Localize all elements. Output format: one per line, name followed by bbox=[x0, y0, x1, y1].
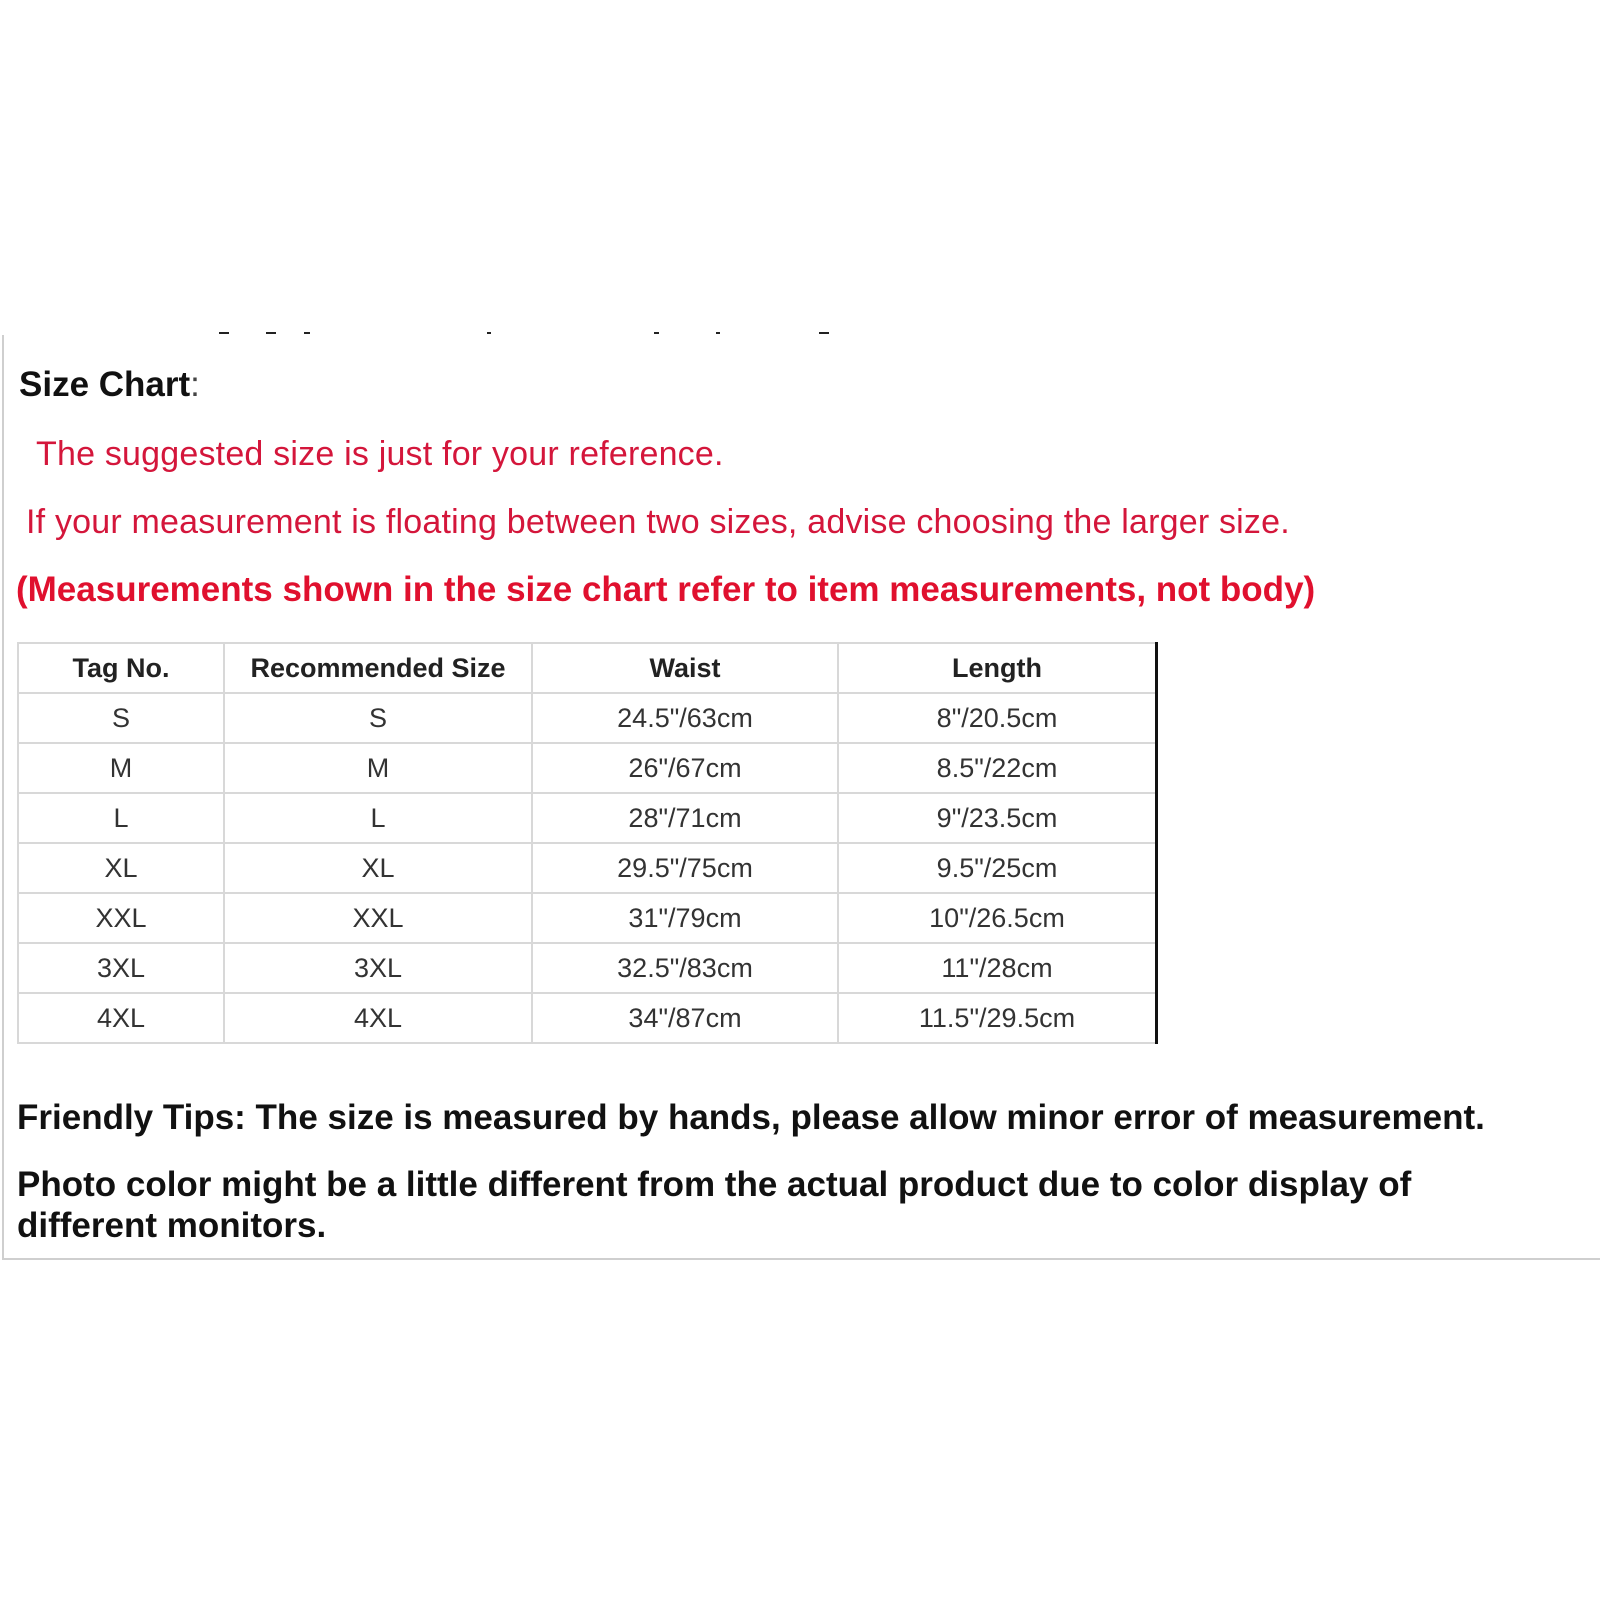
cell-length: 8"/20.5cm bbox=[838, 693, 1157, 743]
cell-waist: 24.5"/63cm bbox=[532, 693, 838, 743]
table-row bbox=[18, 893, 1157, 943]
cell-waist: 26"/67cm bbox=[532, 743, 838, 793]
size-table bbox=[17, 642, 1158, 1044]
larger-size-advice: If your measurement is floating between two sizes, advise choosing the larger size. bbox=[26, 503, 1290, 541]
cell-recommended-size: L bbox=[224, 793, 532, 843]
cell-tag-no: L bbox=[18, 793, 224, 843]
friendly-tips: Friendly Tips: The size is measured by hands, please allow minor error of measurement. bbox=[17, 1098, 1485, 1137]
cell-tag-no: 4XL bbox=[18, 993, 224, 1043]
cell-length: 8.5"/22cm bbox=[838, 743, 1157, 793]
cell-length: 11.5"/29.5cm bbox=[838, 993, 1157, 1043]
cell-tag-no: S bbox=[18, 693, 224, 743]
cell-recommended-size: M bbox=[224, 743, 532, 793]
header-waist: Waist bbox=[532, 643, 838, 693]
cell-recommended-size: S bbox=[224, 693, 532, 743]
cell-tag-no: XL bbox=[18, 843, 224, 893]
header-length: Length bbox=[838, 643, 1157, 693]
cropped-text-remnant bbox=[4, 332, 904, 336]
cell-tag-no: 3XL bbox=[18, 943, 224, 993]
reference-note: The suggested size is just for your reference. bbox=[36, 435, 724, 473]
cell-recommended-size: XL bbox=[224, 843, 532, 893]
photo-color-note: Photo color might be a little different from the actual product due to color display of different monitors. bbox=[17, 1165, 1412, 1245]
cell-length: 11"/28cm bbox=[838, 943, 1157, 993]
table-row bbox=[18, 843, 1157, 893]
size-chart-panel bbox=[2, 335, 1600, 1260]
measurement-note: (Measurements shown in the size chart refer to item measurements, not body) bbox=[16, 570, 1316, 609]
cell-waist: 29.5"/75cm bbox=[532, 843, 838, 893]
cell-recommended-size: 4XL bbox=[224, 993, 532, 1043]
header-tag-no: Tag No. bbox=[18, 643, 224, 693]
cell-waist: 28"/71cm bbox=[532, 793, 838, 843]
table-row bbox=[18, 993, 1157, 1043]
cell-recommended-size: XXL bbox=[224, 893, 532, 943]
cell-waist: 31"/79cm bbox=[532, 893, 838, 943]
table-row bbox=[18, 793, 1157, 843]
table-header-row bbox=[18, 643, 1157, 693]
table-row bbox=[18, 943, 1157, 993]
cell-length: 10"/26.5cm bbox=[838, 893, 1157, 943]
size-chart-title-colon: : bbox=[190, 365, 200, 404]
table-row bbox=[18, 743, 1157, 793]
cell-length: 9.5"/25cm bbox=[838, 843, 1157, 893]
cell-recommended-size: 3XL bbox=[224, 943, 532, 993]
header-recommended-size: Recommended Size bbox=[224, 643, 532, 693]
size-chart-title-text: Size Chart bbox=[19, 365, 191, 404]
cell-length: 9"/23.5cm bbox=[838, 793, 1157, 843]
cell-tag-no: M bbox=[18, 743, 224, 793]
cell-waist: 32.5"/83cm bbox=[532, 943, 838, 993]
table-row bbox=[18, 693, 1157, 743]
cell-waist: 34"/87cm bbox=[532, 993, 838, 1043]
size-chart-title bbox=[19, 365, 200, 405]
cell-tag-no: XXL bbox=[18, 893, 224, 943]
